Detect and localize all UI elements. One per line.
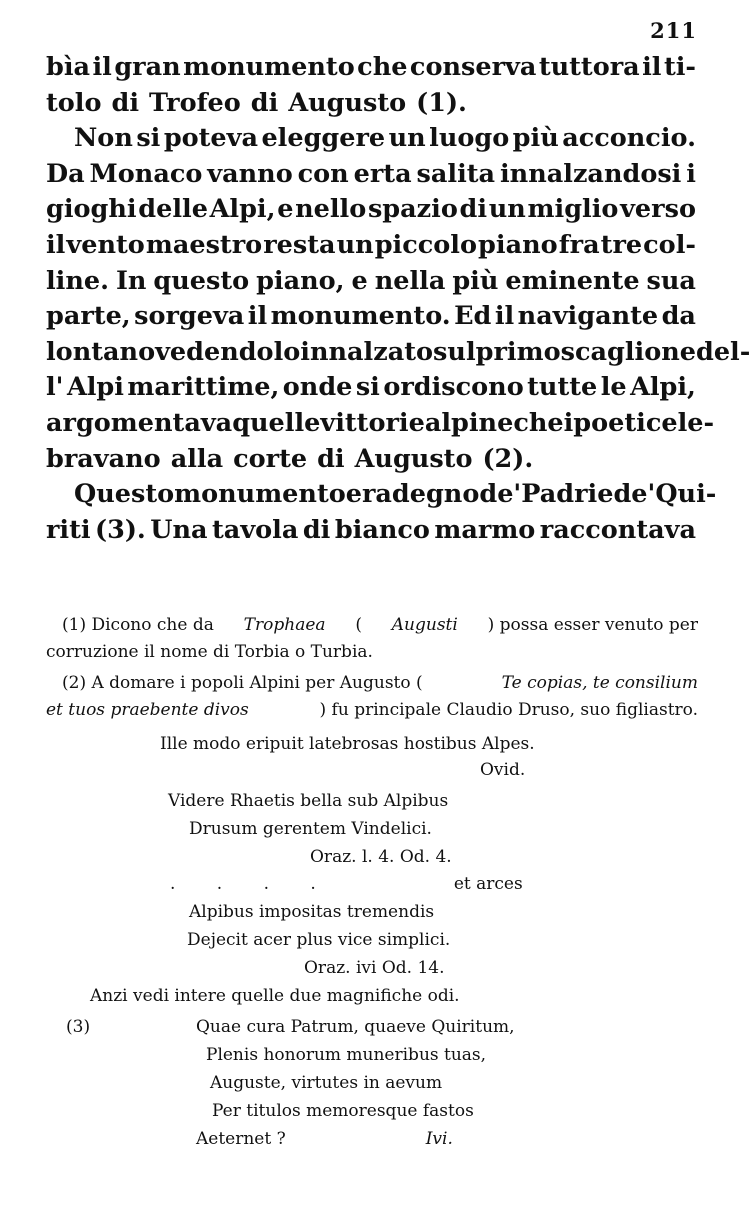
word: con — [297, 158, 349, 189]
word: col- — [643, 229, 696, 260]
word: onde — [282, 372, 353, 403]
word: il — [642, 52, 662, 82]
word: piano — [478, 229, 558, 260]
word: alpine — [424, 407, 514, 438]
word: Non — [74, 123, 133, 154]
word: salita — [416, 158, 496, 189]
word: tutte — [527, 372, 598, 403]
verse-line: Alpibus impositas tremendis — [189, 902, 435, 922]
word: In — [115, 265, 147, 296]
word: un — [488, 194, 526, 225]
word: vanno — [207, 158, 293, 189]
word: riti — [46, 514, 91, 545]
word: poteva — [163, 123, 258, 154]
word: poeti — [573, 407, 646, 438]
word: eminente — [505, 265, 640, 296]
word: il — [247, 301, 268, 332]
word: i — [563, 407, 574, 438]
horace-quote-1 — [168, 787, 452, 871]
verse-line: Drusum gerentem Vindelici. — [189, 819, 432, 839]
verse-line: Per titulos memoresque fastos — [212, 1101, 474, 1121]
text-line — [46, 157, 696, 193]
word: il — [494, 301, 515, 332]
footnotes — [46, 612, 698, 724]
word: eleggere — [261, 123, 386, 154]
word: piccolo — [374, 229, 477, 260]
word: marittime, — [127, 372, 280, 403]
word: line. — [46, 265, 110, 296]
verse-line — [196, 1125, 515, 1153]
word: Da — [46, 158, 85, 189]
footnote-text: ) possa esser venuto per — [487, 615, 698, 635]
word: quelle — [232, 407, 321, 438]
footnote-text: (1) Dicono che da — [62, 615, 214, 635]
text-line — [46, 442, 696, 478]
word: un — [388, 123, 426, 154]
word: Alpi, — [209, 194, 276, 225]
word: resta — [263, 229, 336, 260]
word: Ed — [454, 301, 492, 332]
word: questo — [153, 265, 250, 296]
word: sua — [646, 265, 696, 296]
word: fra — [558, 229, 600, 260]
word: più — [512, 123, 559, 154]
word: gran — [114, 52, 181, 82]
footnote-2-line-2 — [46, 697, 698, 724]
word: bìa — [46, 52, 91, 82]
verse-line — [170, 870, 523, 898]
footnote-italic: Augusti — [391, 615, 458, 635]
word: innalzandosi — [499, 158, 682, 189]
footnote-3-marker — [66, 1013, 90, 1041]
word: marmo — [434, 514, 536, 545]
word: bianco — [334, 514, 430, 545]
anzi-line — [90, 982, 460, 1010]
word: vittorie — [320, 407, 425, 438]
footnote-text: ( — [355, 615, 362, 635]
footnote-2-line-1 — [46, 670, 698, 697]
word: sul — [433, 336, 476, 367]
text-line — [46, 86, 696, 122]
word: da — [661, 301, 696, 332]
word: (3). — [95, 514, 146, 545]
footnote-text: ) fu principale Claudio Druso, suo figliastro. — [319, 700, 698, 720]
footnote-italic: Trophaea — [243, 615, 326, 635]
word: scaglione — [560, 336, 696, 367]
text-line — [46, 406, 715, 442]
word: che — [513, 407, 564, 438]
word: era — [345, 479, 392, 510]
text-line — [46, 228, 696, 264]
word: il — [92, 52, 112, 82]
verse-text: et arces — [453, 874, 523, 894]
word: Trofeo — [149, 87, 241, 118]
word: Una — [150, 514, 208, 545]
word: Monaco — [89, 158, 203, 189]
word: Questo — [74, 479, 175, 510]
text-line — [46, 264, 696, 300]
verse-line: Quae cura Patrum, quaeve Quiritum, — [196, 1017, 515, 1037]
verse-line: Plenis honorum muneribus tuas, — [206, 1045, 487, 1065]
word: luogo — [429, 123, 510, 154]
word: si — [136, 123, 161, 154]
word: i — [686, 158, 696, 189]
text-line — [46, 513, 696, 549]
ovid-quote — [160, 730, 535, 758]
word: nella — [374, 265, 446, 296]
word: de' — [479, 479, 522, 510]
word: e — [597, 479, 614, 510]
word: di — [317, 443, 345, 474]
main-text — [46, 50, 750, 548]
attribution: Ovid. — [480, 760, 526, 780]
verse-line: Dejecit acer plus vice simplici. — [187, 930, 451, 950]
footnote-3-quote — [196, 1013, 515, 1153]
footnote-text: corruzione il nome di Torbia o Turbia. — [46, 642, 373, 662]
word: argomentava — [46, 407, 233, 438]
word: parte, — [46, 301, 131, 332]
word: ti- — [663, 52, 696, 82]
word: Qui- — [655, 479, 717, 510]
word: del- — [695, 336, 750, 367]
word: e — [351, 265, 368, 296]
text-line — [46, 192, 696, 228]
verse-line: Videre Rhaetis bella sub Alpibus — [168, 791, 449, 811]
word: degno — [391, 479, 480, 510]
word: ordiscono — [383, 372, 524, 403]
footnote-text: Anzi vedi intere quelle due magnifiche odi. — [90, 986, 460, 1006]
word: vedendolo — [155, 336, 301, 367]
word: gioghi — [46, 194, 137, 225]
word: di — [302, 514, 331, 545]
word: miglio — [527, 194, 619, 225]
word: l' — [46, 372, 64, 403]
word: monumento — [183, 52, 355, 82]
word: si — [355, 372, 380, 403]
word: Alpi, — [630, 372, 696, 403]
verse-line: Auguste, virtutes in aevum — [210, 1073, 443, 1093]
footnote-text: (2) A domare i popoli Alpini per Augusto ( — [62, 673, 423, 693]
word: conserva — [409, 52, 537, 82]
text-line — [46, 370, 696, 406]
text-line — [46, 121, 696, 157]
attribution: Oraz. l. 4. Od. 4. — [310, 847, 452, 867]
word: piano, — [256, 265, 345, 296]
word: vento — [66, 229, 145, 260]
word: più — [452, 265, 499, 296]
word: verso — [620, 194, 696, 225]
word: de' — [613, 479, 656, 510]
word: raccontava — [539, 514, 696, 545]
word: cele- — [645, 407, 715, 438]
verse-text: Aeternet ? — [196, 1129, 286, 1149]
word: Padri — [521, 479, 598, 510]
word: di — [111, 87, 140, 118]
word: acconcio. — [562, 123, 696, 154]
word: e — [277, 194, 294, 225]
word: (1). — [416, 87, 467, 118]
footnote-marker: (3) — [66, 1017, 91, 1037]
attribution: Oraz. ivi Od. 14. — [304, 958, 445, 978]
text-line — [46, 335, 750, 371]
word: il — [46, 229, 66, 260]
word: che — [357, 52, 408, 82]
text-line — [46, 477, 717, 513]
word: Augusto — [288, 87, 407, 118]
word: corte — [233, 443, 308, 474]
verse-line: Ille modo eripuit latebrosas hostibus Alpes. — [160, 734, 535, 754]
word: delle — [138, 194, 208, 225]
word: Augusto — [354, 443, 473, 474]
text-line — [46, 299, 696, 335]
word: monumento — [174, 479, 346, 510]
word: navigante — [517, 301, 659, 332]
word: bravano — [46, 443, 161, 474]
word: un — [336, 229, 374, 260]
word: di — [459, 194, 488, 225]
attribution: Ivi. — [425, 1129, 453, 1149]
word: tuttora — [538, 52, 640, 82]
ellipsis-dots: . . . . — [170, 874, 334, 894]
footnote-1-line-2 — [46, 639, 698, 666]
word: tre — [600, 229, 643, 260]
word: di — [250, 87, 279, 118]
ovid-attribution — [480, 756, 525, 784]
word: (2). — [482, 443, 534, 474]
footnote-italic: et tuos praebente divos — [46, 700, 249, 720]
word: nello — [295, 194, 367, 225]
footnote-italic: Te copias, te consilium — [501, 673, 698, 693]
word: maestro — [145, 229, 263, 260]
word: primo — [475, 336, 561, 367]
footnote-1-line-1 — [46, 612, 698, 639]
word: le — [600, 372, 627, 403]
word: alla — [170, 443, 224, 474]
word: tolo — [46, 87, 102, 118]
word: Alpi — [66, 372, 124, 403]
word: monumento. — [270, 301, 451, 332]
word: spazio — [367, 194, 458, 225]
horace-quote-2 — [170, 870, 523, 982]
word: erta — [353, 158, 412, 189]
word: sorgeva — [134, 301, 245, 332]
word: lontano — [46, 336, 156, 367]
text-line — [46, 50, 696, 86]
word: innalzato — [300, 336, 434, 367]
page-number: 211 — [650, 18, 697, 43]
word: tavola — [212, 514, 299, 545]
